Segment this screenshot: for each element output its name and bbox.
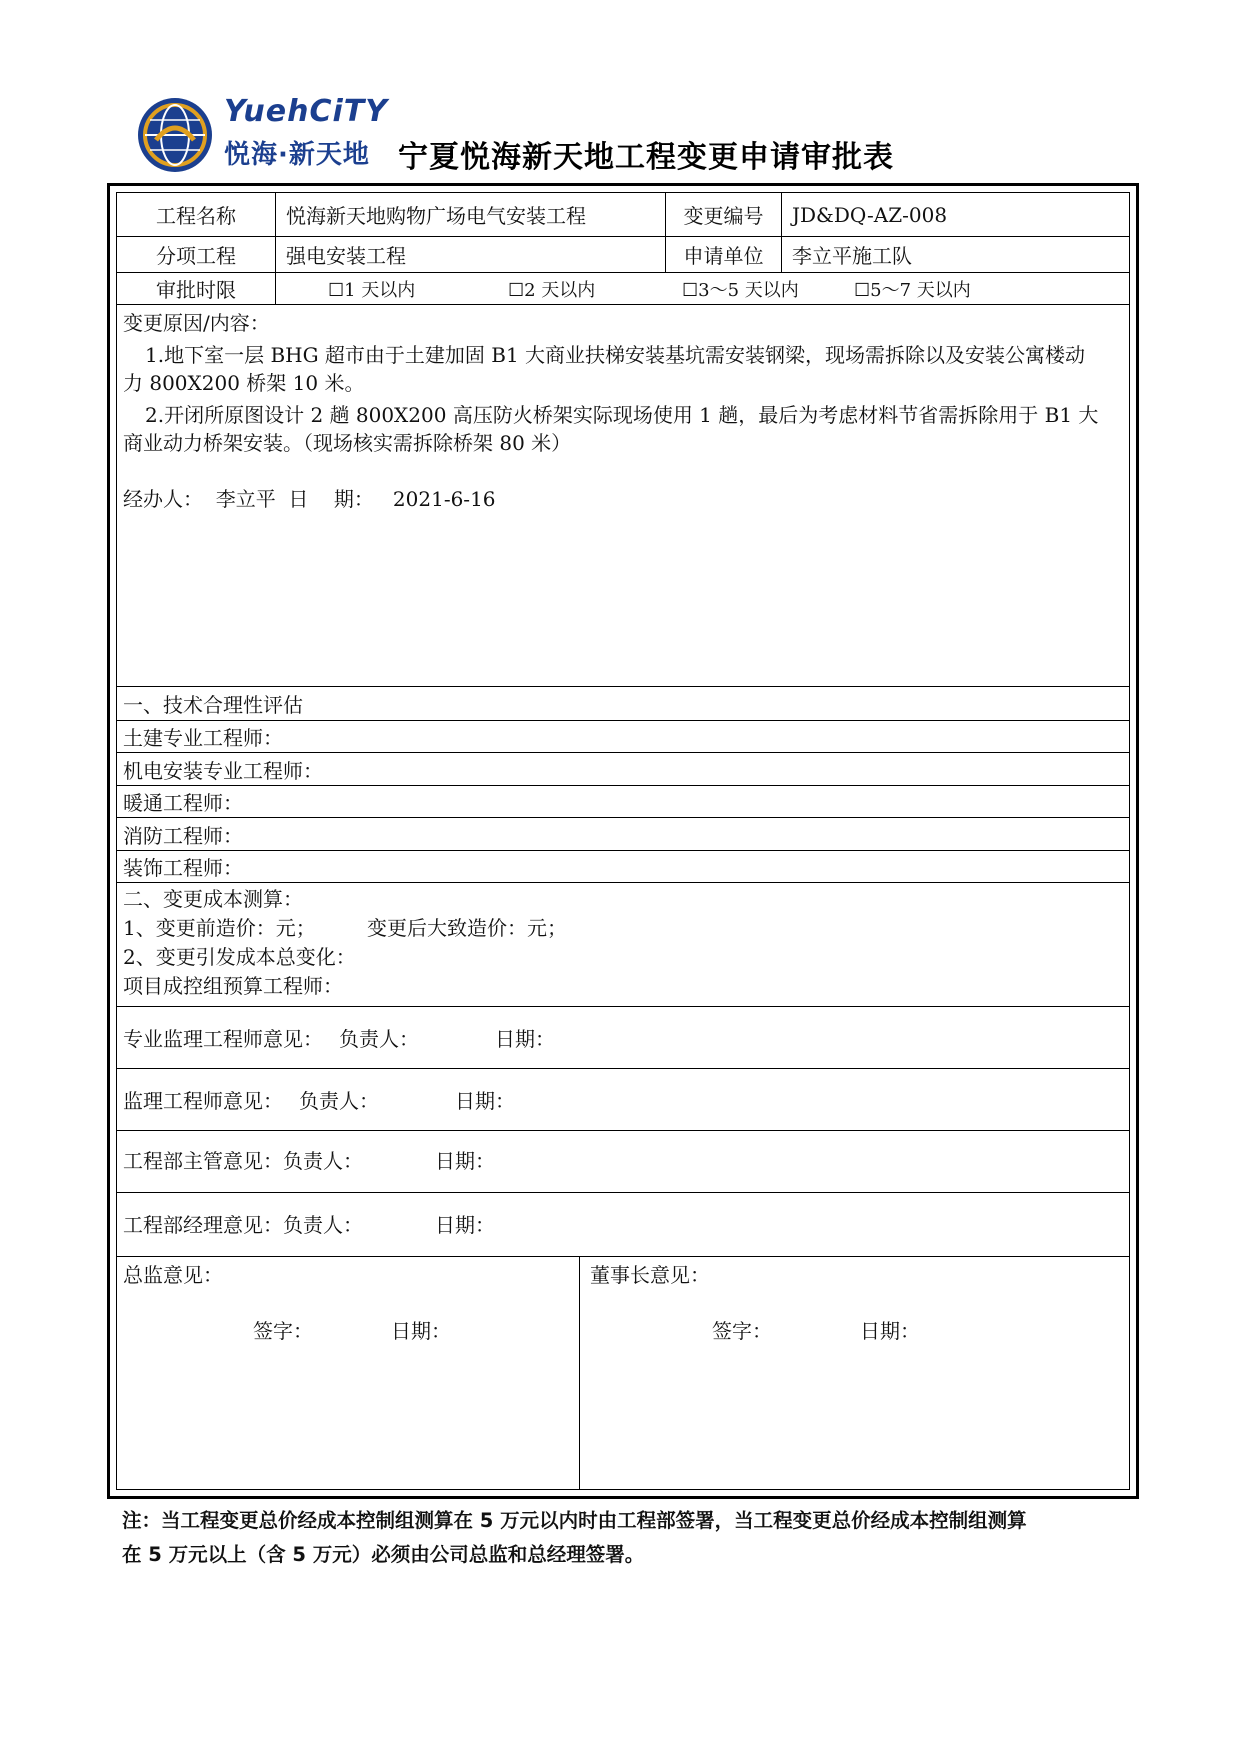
row-cost-estimate	[117, 883, 1129, 1007]
time-limit-options	[275, 273, 1129, 304]
row-supervisor	[117, 1069, 1129, 1131]
dept-manager-date: 日期：	[435, 1213, 495, 1237]
chief-sign: 签字：	[253, 1319, 313, 1343]
logo-english: YuehCiTY	[224, 94, 388, 129]
footnote	[122, 1504, 1132, 1572]
reason-line-2: 2.开闭所原图设计 2 趟 800X200 高压防火桥架实际现场使用 1 趟，最后为考虑材料节省需拆除用于 B1 大	[145, 403, 1099, 427]
project-name-label: 工程名称	[156, 204, 236, 228]
pro-supervisor-label: 专业监理工程师意见：	[123, 1027, 323, 1051]
change-no-value: JD&DQ-AZ-008	[781, 193, 1129, 236]
cost-budget-engineer: 项目成控组预算工程师：	[123, 974, 343, 998]
project-name-value: 悦海新天地购物广场电气安装工程	[275, 193, 665, 236]
supervisor-label: 监理工程师意见：	[123, 1089, 283, 1113]
applicant-label: 申请单位	[665, 237, 781, 272]
cost-total-change: 2、变更引发成本总变化：	[123, 945, 356, 969]
reason-heading: 变更原因/内容：	[123, 311, 270, 335]
chairman-opinion-cell	[579, 1257, 1129, 1489]
row-change-reason	[117, 305, 1129, 687]
option-1-day[interactable]: ☐1 天以内	[328, 279, 416, 301]
chief-label: 总监意见：	[123, 1263, 223, 1287]
civil-engineer-label: 土建专业工程师：	[123, 726, 283, 750]
option-3-5-days[interactable]: ☐3～5 天以内	[682, 279, 799, 301]
row-pro-supervisor	[117, 1007, 1129, 1069]
row-dept-manager	[117, 1193, 1129, 1257]
row-decor-engineer	[117, 851, 1129, 883]
page-title: 宁夏悦海新天地工程变更申请审批表	[398, 140, 894, 175]
row-time-limit	[117, 273, 1129, 305]
reason-line-1b: 力 800X200 桥架 10 米。	[123, 371, 365, 395]
tech-heading: 一、技术合理性评估	[123, 693, 303, 717]
supervisor-date: 日期：	[455, 1089, 515, 1113]
chief-opinion-cell	[117, 1257, 579, 1489]
row-sub-project	[117, 237, 1129, 273]
time-limit-label: 审批时限	[156, 278, 236, 302]
chairman-date: 日期：	[860, 1319, 920, 1343]
dept-head-label: 工程部主管意见：负责人：	[123, 1149, 363, 1173]
cost-after: 变更后大致造价：元；	[367, 916, 567, 940]
globe-logo-icon	[136, 96, 214, 174]
fire-engineer-label: 消防工程师：	[123, 823, 243, 848]
chief-date: 日期：	[391, 1319, 451, 1343]
row-civil-engineer	[117, 721, 1129, 753]
handler-line: 经办人： 李立平 日 期： 2021-6-16	[123, 487, 496, 511]
footnote-line-1: 注：当工程变更总价经成本控制组测算在 5 万元以内时由工程部签署，当工程变更总价经成本控制组测算	[122, 1509, 1027, 1532]
cost-heading: 二、变更成本测算：	[123, 887, 303, 911]
form-frame	[107, 183, 1139, 1499]
mep-engineer-label: 机电安装专业工程师：	[123, 758, 323, 783]
row-tech-heading	[117, 687, 1129, 721]
change-no-label: 变更编号	[665, 193, 781, 236]
reason-line-2b: 商业动力桥架安装。（现场核实需拆除桥架 80 米）	[123, 431, 572, 455]
row-final-approval	[117, 1257, 1129, 1489]
row-dept-head	[117, 1131, 1129, 1193]
supervisor-person: 负责人：	[299, 1089, 379, 1113]
dept-manager-label: 工程部经理意见：负责人：	[123, 1213, 363, 1237]
cost-before: 1、变更前造价：元；	[123, 916, 316, 940]
document-header	[136, 92, 1136, 182]
pro-supervisor-date: 日期：	[495, 1027, 555, 1051]
row-mep-engineer	[117, 753, 1129, 786]
chairman-sign: 签字：	[712, 1319, 772, 1343]
sub-project-value: 强电安装工程	[275, 237, 665, 272]
sub-project-label: 分项工程	[156, 244, 236, 268]
decor-engineer-label: 装饰工程师：	[123, 856, 243, 880]
footnote-line-2: 在 5 万元以上（含 5 万元）必须由公司总监和总经理签署。	[122, 1543, 645, 1566]
applicant-value: 李立平施工队	[781, 237, 1129, 272]
row-hvac-engineer	[117, 786, 1129, 818]
hvac-engineer-label: 暖通工程师：	[123, 791, 243, 815]
reason-line-1: 1.地下室一层 BHG 超市由于土建加固 B1 大商业扶梯安装基坑需安装钢梁，现场需拆除以及安装公寓楼动	[145, 343, 1086, 367]
form-table	[116, 192, 1130, 1490]
option-2-days[interactable]: ☐2 天以内	[508, 279, 596, 301]
row-project-name	[117, 193, 1129, 237]
dept-head-date: 日期：	[435, 1149, 495, 1173]
option-5-7-days[interactable]: ☐5～7 天以内	[854, 279, 971, 301]
chairman-label: 董事长意见：	[590, 1263, 710, 1287]
row-fire-engineer	[117, 818, 1129, 851]
pro-supervisor-person: 负责人：	[339, 1027, 419, 1051]
logo-chinese: 悦海·新天地	[224, 140, 370, 170]
